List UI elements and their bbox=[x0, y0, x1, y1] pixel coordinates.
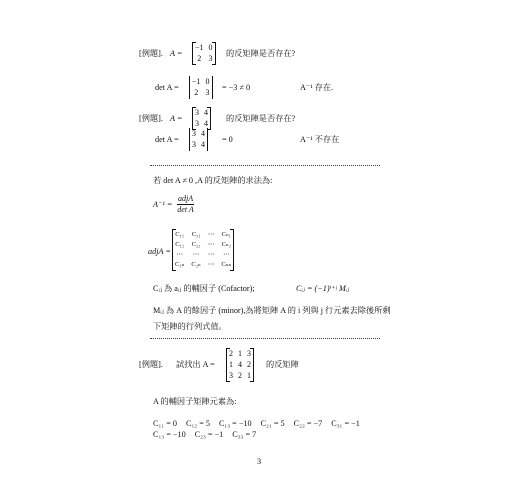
example3-prompt: 試找出 A = bbox=[176, 360, 215, 369]
inverse-intro: 若 det A ≠ 0 ,A 的反矩陣的求法為: bbox=[153, 176, 273, 185]
matrix-cell: 0 bbox=[208, 43, 213, 52]
example1-det-matrix bbox=[189, 77, 213, 98]
matrix-cell: ⋯ bbox=[192, 251, 200, 258]
example2-result: A⁻¹ 不存在 bbox=[300, 135, 340, 144]
cofactor-value: C₃₁ = −1 bbox=[331, 419, 360, 428]
matrix-cell: C₂₁ bbox=[191, 231, 201, 238]
matrix-cell: ⋯ bbox=[223, 251, 230, 258]
matrix-cell: 2 bbox=[194, 88, 199, 97]
matrix-cell: 3 bbox=[229, 371, 233, 380]
cofactor-value: C₂₃ = −1 bbox=[194, 430, 224, 439]
matrix-cell: C₂₂ bbox=[191, 241, 201, 248]
matrix-cell: −1 bbox=[192, 77, 201, 86]
dotted-divider bbox=[150, 338, 380, 339]
page-number: 3 bbox=[257, 457, 262, 466]
cofactor-value: C₂₁ = 5 bbox=[260, 419, 285, 428]
example3-label: [例題]. bbox=[139, 360, 163, 369]
example1-result: A⁻¹ 存在. bbox=[300, 83, 334, 92]
example1-label: [例題]. bbox=[139, 49, 163, 58]
example3-matrix bbox=[226, 349, 254, 381]
example2-question: 的反矩陣是否存在? bbox=[226, 114, 296, 123]
cofactor-formula: Cᵢⱼ = (−1)ⁱ⁺ʲ Mᵢⱼ bbox=[296, 284, 350, 293]
example2-label: [例題]. bbox=[139, 114, 163, 123]
example1-matrix bbox=[192, 43, 216, 64]
minor-definition-line2: 下矩陣的行列式值。 bbox=[153, 322, 227, 331]
matrix-cell: Cₙₙ bbox=[221, 261, 232, 268]
matrix-cell: 3 bbox=[205, 88, 210, 97]
cofactor-value: C₂₂ = −7 bbox=[293, 419, 323, 428]
matrix-cell: C₁₁ bbox=[175, 231, 185, 238]
matrix-cell: Cₙ₂ bbox=[221, 241, 232, 248]
matrix-cell: ⋯ bbox=[207, 251, 215, 258]
example2-det-lhs: det A = bbox=[155, 135, 179, 144]
inverse-lhs: A⁻¹ = bbox=[153, 200, 173, 209]
cofactor-definition: Cᵢⱼ 為 aᵢⱼ 的輔因子 (Cofactor); bbox=[153, 284, 255, 293]
matrix-cell: ⋯ bbox=[207, 241, 215, 248]
matrix-cell: 3 bbox=[195, 119, 199, 128]
cofactor-intro: A 的輔因子矩陣元素為: bbox=[153, 397, 237, 406]
matrix-cell: ⋯ bbox=[176, 251, 183, 258]
example1-det-rhs: = −3 ≠ 0 bbox=[222, 83, 251, 92]
matrix-cell: Cₙ₁ bbox=[221, 231, 232, 238]
dotted-divider bbox=[150, 165, 380, 166]
matrix-cell: 2 bbox=[229, 349, 233, 358]
matrix-cell: 1 bbox=[229, 360, 233, 369]
matrix-cell: C₁ₙ bbox=[175, 261, 185, 268]
minor-definition-line1: Mᵢⱼ 為 A 的餘因子 (minor),為將矩陣 A 的 i 列與 j 行元素去除後所剩 bbox=[153, 306, 391, 315]
matrix-cell: 1 bbox=[238, 349, 242, 358]
example1-det-lhs: det A = bbox=[155, 83, 179, 92]
matrix-cell: ⋯ bbox=[207, 231, 215, 238]
matrix-cell: 4 bbox=[201, 129, 205, 138]
cofactors-row-2 bbox=[153, 430, 256, 440]
example2-lhs: A = bbox=[170, 114, 183, 123]
example2-det-matrix bbox=[189, 129, 208, 150]
cofactor-value: C₁₃ = −10 bbox=[153, 430, 186, 439]
matrix-cell: 3 bbox=[192, 140, 196, 149]
adj-lhs: adjA = bbox=[148, 247, 171, 256]
matrix-cell: 4 bbox=[238, 360, 242, 369]
matrix-cell: C₂ₙ bbox=[191, 261, 201, 268]
example2-det-rhs: = 0 bbox=[222, 135, 233, 144]
cofactor-value: C₁₁ = 0 bbox=[153, 419, 177, 428]
matrix-cell: 2 bbox=[247, 360, 251, 369]
matrix-cell: 3 bbox=[247, 349, 251, 358]
adj-matrix bbox=[172, 230, 234, 270]
matrix-cell: C₁₂ bbox=[175, 241, 185, 248]
matrix-cell: 4 bbox=[204, 108, 208, 117]
matrix-cell: 4 bbox=[201, 140, 205, 149]
matrix-cell: 0 bbox=[205, 77, 210, 86]
inverse-fraction bbox=[177, 194, 194, 215]
cofactor-value: C₁₃ = −10 bbox=[218, 419, 252, 428]
fraction-numerator: adjA bbox=[178, 194, 194, 203]
example2-matrix bbox=[192, 108, 211, 129]
cofactor-value: C₁₂ = 5 bbox=[185, 419, 210, 428]
example1-question: 的反矩陣是否存在? bbox=[226, 49, 296, 58]
matrix-cell: 4 bbox=[204, 119, 208, 128]
example1-lhs: A = bbox=[170, 49, 183, 58]
matrix-cell: −1 bbox=[195, 43, 204, 52]
matrix-cell: ⋯ bbox=[207, 261, 215, 268]
fraction-denominator: det A bbox=[177, 205, 194, 214]
matrix-cell: 3 bbox=[192, 129, 196, 138]
cofactor-value: C₃₃ = 7 bbox=[232, 430, 257, 439]
cofactors-row-1 bbox=[153, 419, 360, 429]
matrix-cell: 2 bbox=[238, 371, 242, 380]
matrix-cell: 2 bbox=[197, 54, 202, 63]
matrix-cell: 3 bbox=[195, 108, 199, 117]
matrix-cell: 3 bbox=[208, 54, 213, 63]
example3-suffix: 的反矩陣 bbox=[266, 360, 299, 369]
matrix-cell: 1 bbox=[247, 371, 251, 380]
